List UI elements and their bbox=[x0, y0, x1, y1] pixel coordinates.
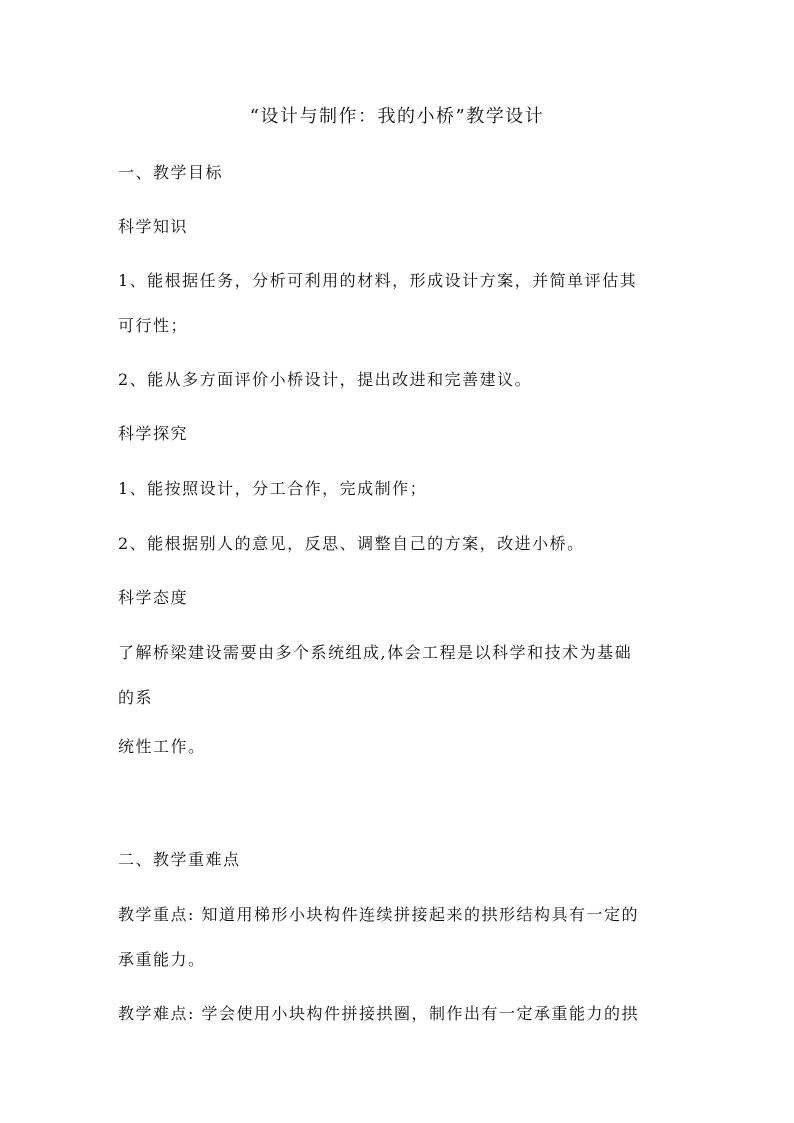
paragraph-line: 1、能按照设计，分工合作，完成制作； bbox=[118, 479, 428, 498]
section-heading-key-difficulties: 二、教学重难点 bbox=[118, 850, 241, 869]
paragraph-line: 教学重点: 知道用梯形小块构件连续拼接起来的拱形结构具有一定的 bbox=[118, 905, 639, 924]
paragraph-line: 承重能力。 bbox=[118, 950, 206, 969]
document-title: “设计与制作：我的小桥”教学设计 bbox=[249, 106, 545, 127]
subheading-science-attitude: 科学态度 bbox=[118, 588, 189, 607]
paragraph-line: 可行性； bbox=[118, 316, 189, 335]
paragraph-line: 2、能从多方面评价小桥设计，提出改进和完善建议。 bbox=[118, 370, 533, 389]
paragraph-line: 统性工作。 bbox=[118, 737, 206, 756]
paragraph-line: 教学难点: 学会使用小块构件拼接拱圈，制作出有一定承重能力的拱 bbox=[118, 1004, 639, 1023]
subheading-science-knowledge: 科学知识 bbox=[118, 217, 189, 236]
paragraph-line: 1、能根据任务，分析可利用的材料，形成设计方案，并简单评估其 bbox=[118, 271, 638, 290]
paragraph-line: 2、能根据别人的意见，反思、调整自己的方案，改进小桥。 bbox=[118, 534, 585, 553]
paragraph-line: 的系 bbox=[118, 688, 154, 707]
section-heading-teaching-goals: 一、教学目标 bbox=[118, 163, 224, 182]
paragraph-line: 了解桥梁建设需要由多个系统组成,体会工程是以科学和技术为基础 bbox=[118, 643, 633, 662]
subheading-science-inquiry: 科学探究 bbox=[118, 424, 189, 443]
